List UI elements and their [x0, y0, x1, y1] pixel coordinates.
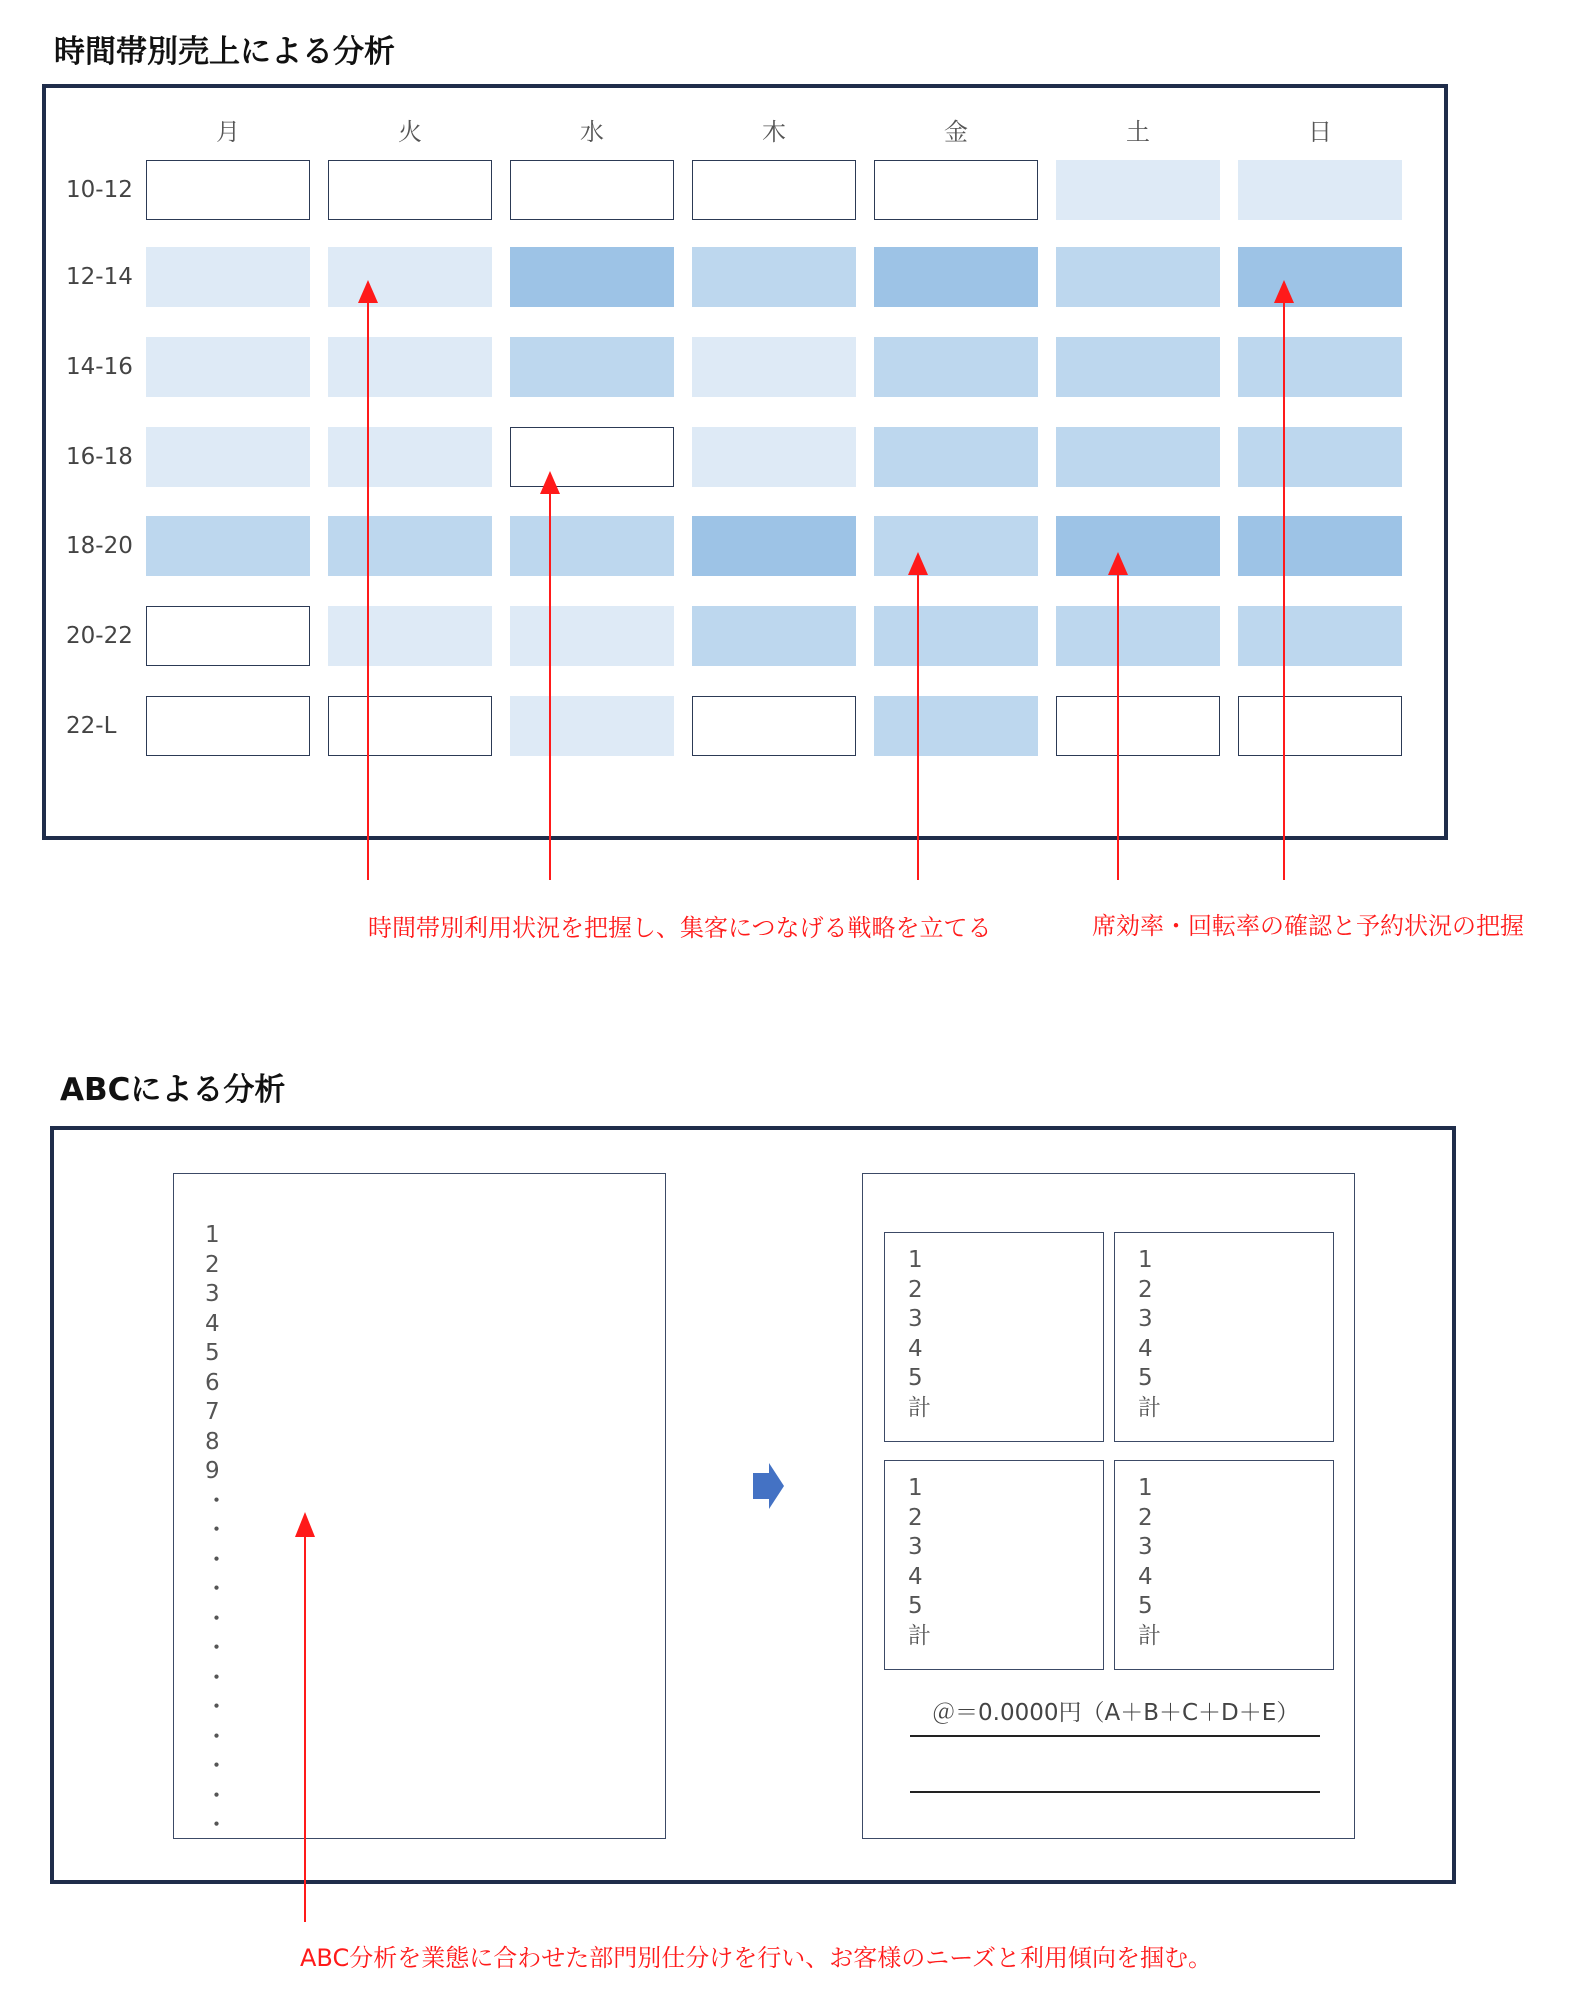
group-list-item: 3 — [908, 1534, 923, 1560]
group-list-item: 5 — [908, 1365, 923, 1391]
group-list-item: 2 — [908, 1504, 923, 1531]
list-item: 7 — [205, 1399, 220, 1425]
list-item: ・ — [205, 1546, 228, 1573]
list-item: ・ — [205, 1635, 228, 1661]
time-slot-label: 20-22 — [66, 623, 133, 649]
list-item: 4 — [205, 1310, 220, 1337]
group-list-item: 1 — [1138, 1247, 1153, 1273]
section2-title: ABCによる分析 — [60, 1072, 286, 1108]
unit-price-formula: ＠＝0.0000円（A＋B＋C＋D＋E） — [932, 1700, 1300, 1726]
list-item: ・ — [205, 1812, 228, 1838]
list-item: 6 — [205, 1369, 220, 1396]
list-item: 8 — [205, 1428, 220, 1455]
group-list-item: 4 — [1138, 1563, 1153, 1590]
list-item: 9 — [205, 1458, 220, 1484]
list-item: ・ — [205, 1753, 228, 1779]
annotation-seat-efficiency: 席効率・回転率の確認と予約状況の把握 — [1092, 912, 1524, 940]
list-item: ・ — [205, 1694, 228, 1720]
group-list-item: 3 — [1138, 1534, 1153, 1560]
list-item: ・ — [205, 1517, 228, 1543]
group-list-item: 2 — [1138, 1504, 1153, 1531]
group-list-item: 4 — [908, 1563, 923, 1590]
time-slot-label: 16-18 — [66, 444, 133, 470]
group-list-item: 1 — [1138, 1475, 1153, 1501]
list-item: 5 — [205, 1340, 220, 1366]
group-list-item: 5 — [1138, 1593, 1153, 1619]
group-list-item: 2 — [1138, 1276, 1153, 1303]
day-header: 日 — [1308, 118, 1332, 146]
day-header: 月 — [216, 118, 240, 146]
group-list-item: 4 — [1138, 1335, 1153, 1362]
red-arrowhead-icon — [1274, 280, 1294, 303]
list-item: ・ — [205, 1576, 228, 1602]
red-arrowhead-icon — [540, 471, 560, 494]
time-slot-label: 22-L — [66, 713, 117, 739]
annotation-usage-strategy: 時間帯別利用状況を把握し、集客につなげる戦略を立てる — [368, 914, 992, 942]
list-item: 1 — [205, 1222, 220, 1248]
group-list-item: 4 — [908, 1335, 923, 1362]
day-header: 木 — [762, 118, 786, 146]
day-header: 火 — [398, 118, 422, 146]
time-slot-label: 14-16 — [66, 354, 133, 380]
list-item: ・ — [205, 1782, 228, 1809]
group-list-item: 2 — [908, 1276, 923, 1303]
annotation-abc-analysis: ABC分析を業態に合わせた部門別仕分けを行い、お客様のニーズと利用傾向を掴む。 — [300, 1944, 1213, 1972]
list-item: ・ — [205, 1487, 228, 1514]
red-arrowhead-icon — [358, 280, 378, 303]
group-list-item: 5 — [1138, 1365, 1153, 1391]
list-item: ・ — [205, 1664, 228, 1691]
group-list-item: 計 — [1138, 1394, 1161, 1421]
group-list-item: 計 — [908, 1622, 931, 1649]
list-item: 3 — [205, 1281, 220, 1307]
red-arrowhead-icon — [908, 552, 928, 575]
day-header: 水 — [580, 118, 604, 146]
day-header: 土 — [1126, 118, 1150, 146]
group-list-item: 計 — [908, 1394, 931, 1421]
group-list-item: 5 — [908, 1593, 923, 1619]
group-list-item: 3 — [1138, 1306, 1153, 1332]
group-list-item: 計 — [1138, 1622, 1161, 1649]
group-list-item: 1 — [908, 1475, 923, 1501]
section1-title: 時間帯別売上による分析 — [54, 34, 395, 70]
time-slot-label: 10-12 — [66, 177, 133, 203]
list-item: 2 — [205, 1251, 220, 1278]
red-arrowhead-icon — [295, 1512, 315, 1537]
group-list-item: 1 — [908, 1247, 923, 1273]
time-slot-label: 18-20 — [66, 533, 133, 559]
group-list-item: 3 — [908, 1306, 923, 1332]
right-arrow-icon — [753, 1463, 784, 1509]
list-item: ・ — [205, 1723, 228, 1750]
time-slot-label: 12-14 — [66, 264, 133, 290]
day-header: 金 — [944, 118, 968, 146]
red-arrowhead-icon — [1108, 552, 1128, 575]
list-item: ・ — [205, 1605, 228, 1632]
